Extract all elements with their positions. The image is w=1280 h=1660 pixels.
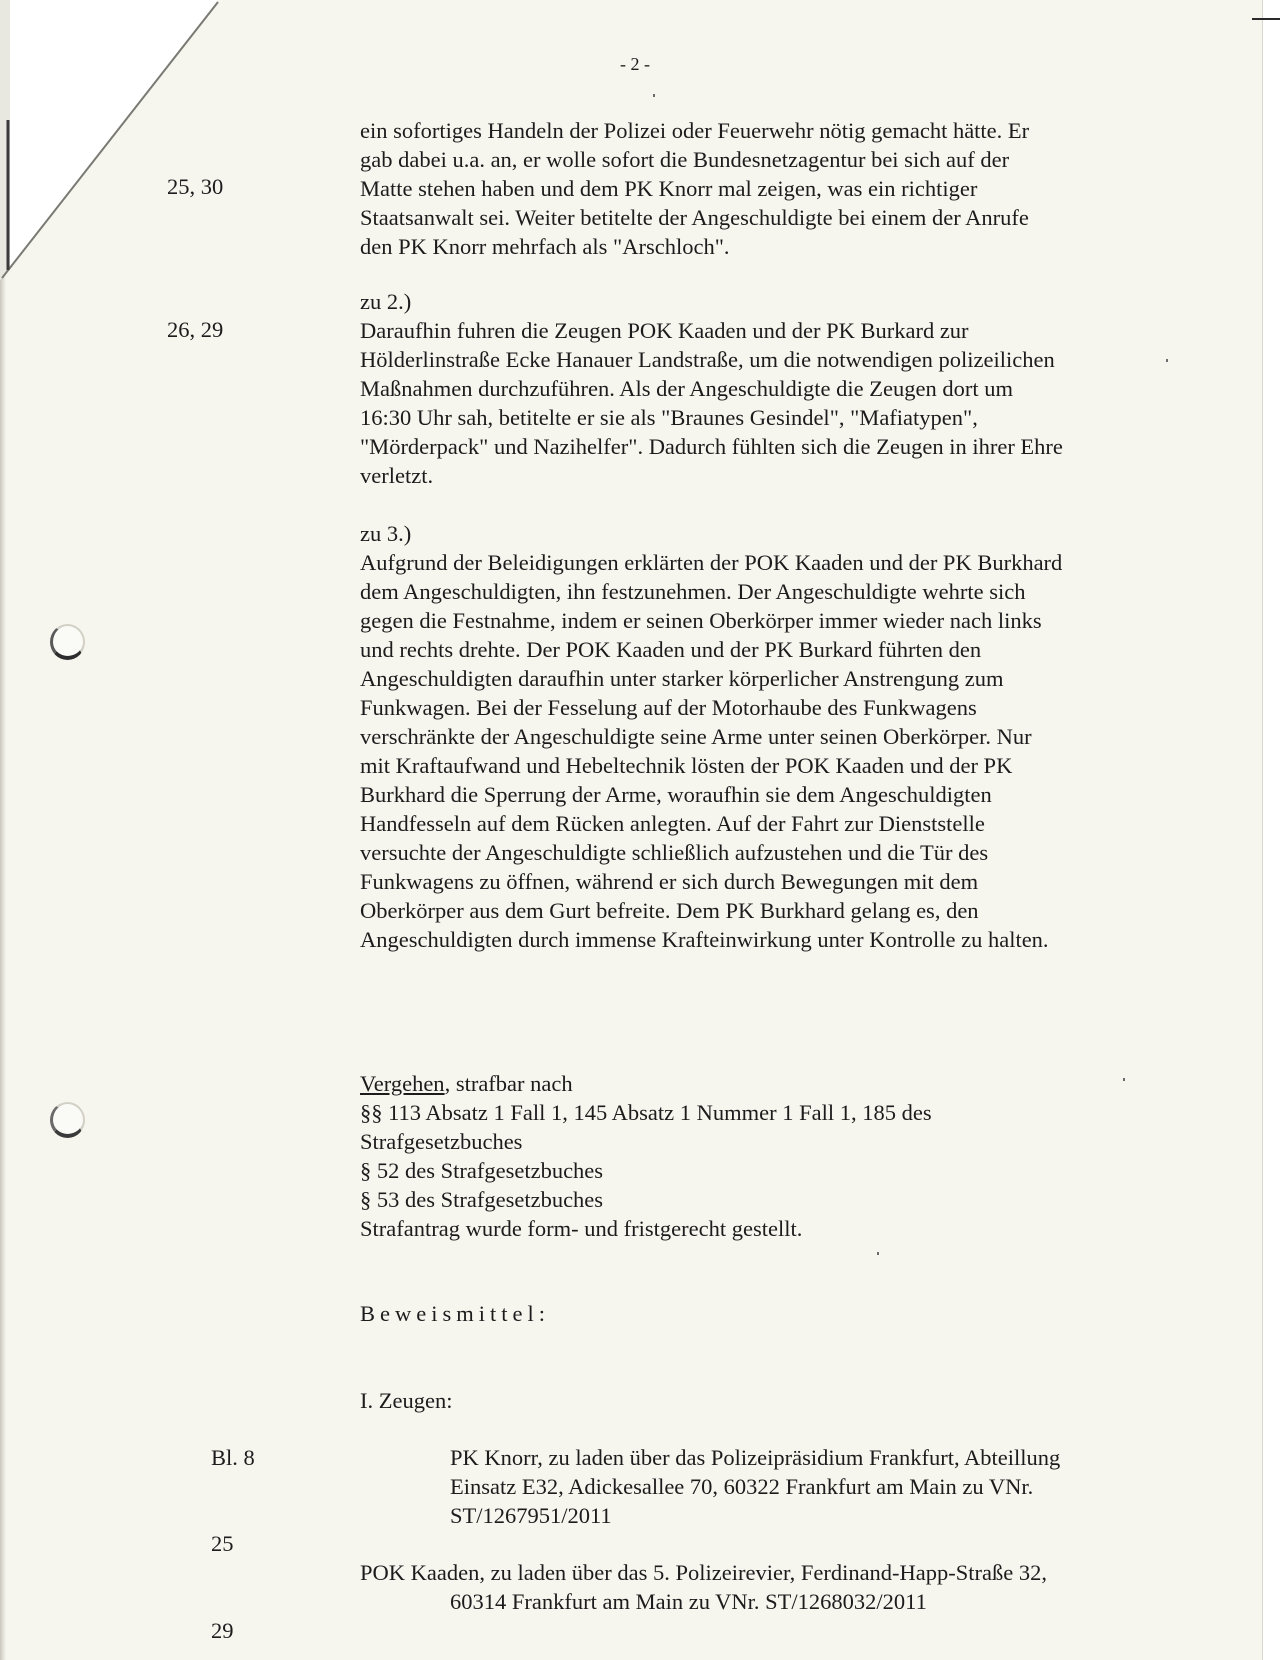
- text-line: POK Kaaden, zu laden über das 5. Polizeirevier, Ferdinand-Happ-Straße 32,: [360, 1560, 1048, 1585]
- text-line: Aufgrund der Beleidigungen erklärten der POK Kaaden und der PK Burkhard: [360, 550, 1063, 575]
- text-line: Einsatz E32, Adickesallee 70, 60322 Frankfurt am Main zu VNr.: [450, 1474, 1034, 1499]
- text-line: Strafantrag wurde form- und fristgerecht gestellt.: [360, 1216, 803, 1241]
- margin-ref-25: 25: [211, 1531, 234, 1556]
- margin-ref-26-29: 26, 29: [167, 317, 224, 342]
- text-line: § 52 des Strafgesetzbuches: [360, 1158, 604, 1183]
- text-line: Hölderlinstraße Ecke Hanauer Landstraße, um die notwendigen polizeilichen: [360, 347, 1055, 372]
- scan-speck: [1166, 359, 1168, 362]
- text-line: "Mörderpack" und Nazihelfer". Dadurch fühlten sich die Zeugen in ihrer Ehre: [360, 434, 1063, 459]
- text-line: und rechts drehte. Der POK Kaaden und der PK Burkard führten den: [360, 637, 982, 662]
- scan-speck: [653, 94, 655, 97]
- scan-right-margin: [1262, 0, 1280, 1660]
- punch-hole-lower: [50, 1102, 85, 1138]
- text-line: Daraufhin fuhren die Zeugen POK Kaaden und der PK Burkard zur: [360, 318, 969, 343]
- witness-1: [450, 1443, 1060, 1530]
- section-3-heading: zu 3.): [360, 521, 412, 546]
- margin-ref-25-30: 25, 30: [167, 174, 224, 199]
- section-2-heading: zu 2.): [360, 289, 412, 314]
- text-line: gab dabei u.a. an, er wolle sofort die Bundesnetzagentur bei sich auf der: [360, 147, 1010, 172]
- punch-hole-upper: [50, 624, 85, 660]
- text-line: Funkwagen. Bei der Fesselung auf der Motorhaube des Funkwagens: [360, 695, 977, 720]
- text-line: § 53 des Strafgesetzbuches: [360, 1187, 604, 1212]
- text-line: ein sofortiges Handeln der Polizei oder Feuerwehr nötig gemacht hätte. Er: [360, 118, 1030, 143]
- text-line: verletzt.: [360, 463, 434, 488]
- text-line: §§ 113 Absatz 1 Fall 1, 145 Absatz 1 Nummer 1 Fall 1, 185 des: [360, 1100, 932, 1125]
- text-line: Oberkörper aus dem Gurt befreite. Dem PK Burkhard gelang es, den: [360, 898, 979, 923]
- scan-speck: [877, 1252, 879, 1255]
- margin-ref-29: 29: [211, 1618, 234, 1643]
- text-line: gegen die Festnahme, indem er seinen Oberkörper immer wieder nach links: [360, 608, 1042, 633]
- folded-corner: [0, 0, 230, 290]
- evidence-heading: Beweismittel:: [360, 1301, 550, 1326]
- text-line: Burkhard die Sperrung der Arme, woraufhin sie dem Angeschuldigten: [360, 782, 992, 807]
- witness-2: [360, 1558, 1047, 1616]
- text-line: PK Knorr, zu laden über das Polizeipräsidium Frankfurt, Abteillung: [450, 1445, 1061, 1470]
- text-line: Angeschuldigten daraufhin unter starker körperlicher Anstrengung zum: [360, 666, 1004, 691]
- page-number: - 2 -: [620, 54, 650, 74]
- margin-ref-bl8: Bl. 8: [211, 1445, 255, 1470]
- offense-title-line: [360, 1069, 1160, 1098]
- text-line: Funkwagens zu öffnen, während er sich durch Bewegungen mit dem: [360, 869, 979, 894]
- text-line: Strafgesetzbuches: [360, 1129, 523, 1154]
- text-line: verschränkte der Angeschuldigte seine Arme unter seinen Oberkörper. Nur: [360, 724, 1032, 749]
- text-line: Staatsanwalt sei. Weiter betitelte der Angeschuldigte bei einem der Anrufe: [360, 205, 1029, 230]
- text-line: 16:30 Uhr sah, betitelte er sie als "Braunes Gesindel", "Mafiatypen",: [360, 405, 978, 430]
- text-line: Angeschuldigten durch immense Krafteinwirkung unter Kontrolle zu halten.: [360, 927, 1049, 952]
- text-line: den PK Knorr mehrfach als "Arschloch".: [360, 234, 730, 259]
- text-line: Matte stehen haben und dem PK Knorr mal zeigen, was ein richtiger: [360, 176, 978, 201]
- text-line: mit Kraftaufwand und Hebeltechnik lösten der POK Kaaden und der PK: [360, 753, 1013, 778]
- text-line: versuchte der Angeschuldigte schließlich aufzustehen und die Tür des: [360, 840, 989, 865]
- text-line: ST/1267951/2011: [450, 1503, 612, 1528]
- text-line: Maßnahmen durchzuführen. Als der Angeschuldigte die Zeugen dort um: [360, 376, 1013, 401]
- offense-title: Vergehen: [360, 1071, 445, 1096]
- offense-block: [360, 1069, 1160, 1243]
- paragraph-continuation: [360, 116, 1160, 261]
- text-line: dem Angeschuldigten, ihn festzunehmen. Der Angeschuldigte wehrte sich: [360, 579, 1026, 604]
- offense-title-rest: , strafbar nach: [444, 1071, 573, 1096]
- witnesses-heading: I. Zeugen:: [360, 1388, 453, 1413]
- scan-edge-mark: [1252, 18, 1280, 20]
- text-line: Handfesseln auf dem Rücken anlegten. Auf der Fahrt zur Dienststelle: [360, 811, 985, 836]
- text-line: 60314 Frankfurt am Main zu VNr. ST/1268032/2011: [450, 1589, 927, 1614]
- section-3: [360, 519, 1160, 954]
- section-2: [360, 287, 1160, 490]
